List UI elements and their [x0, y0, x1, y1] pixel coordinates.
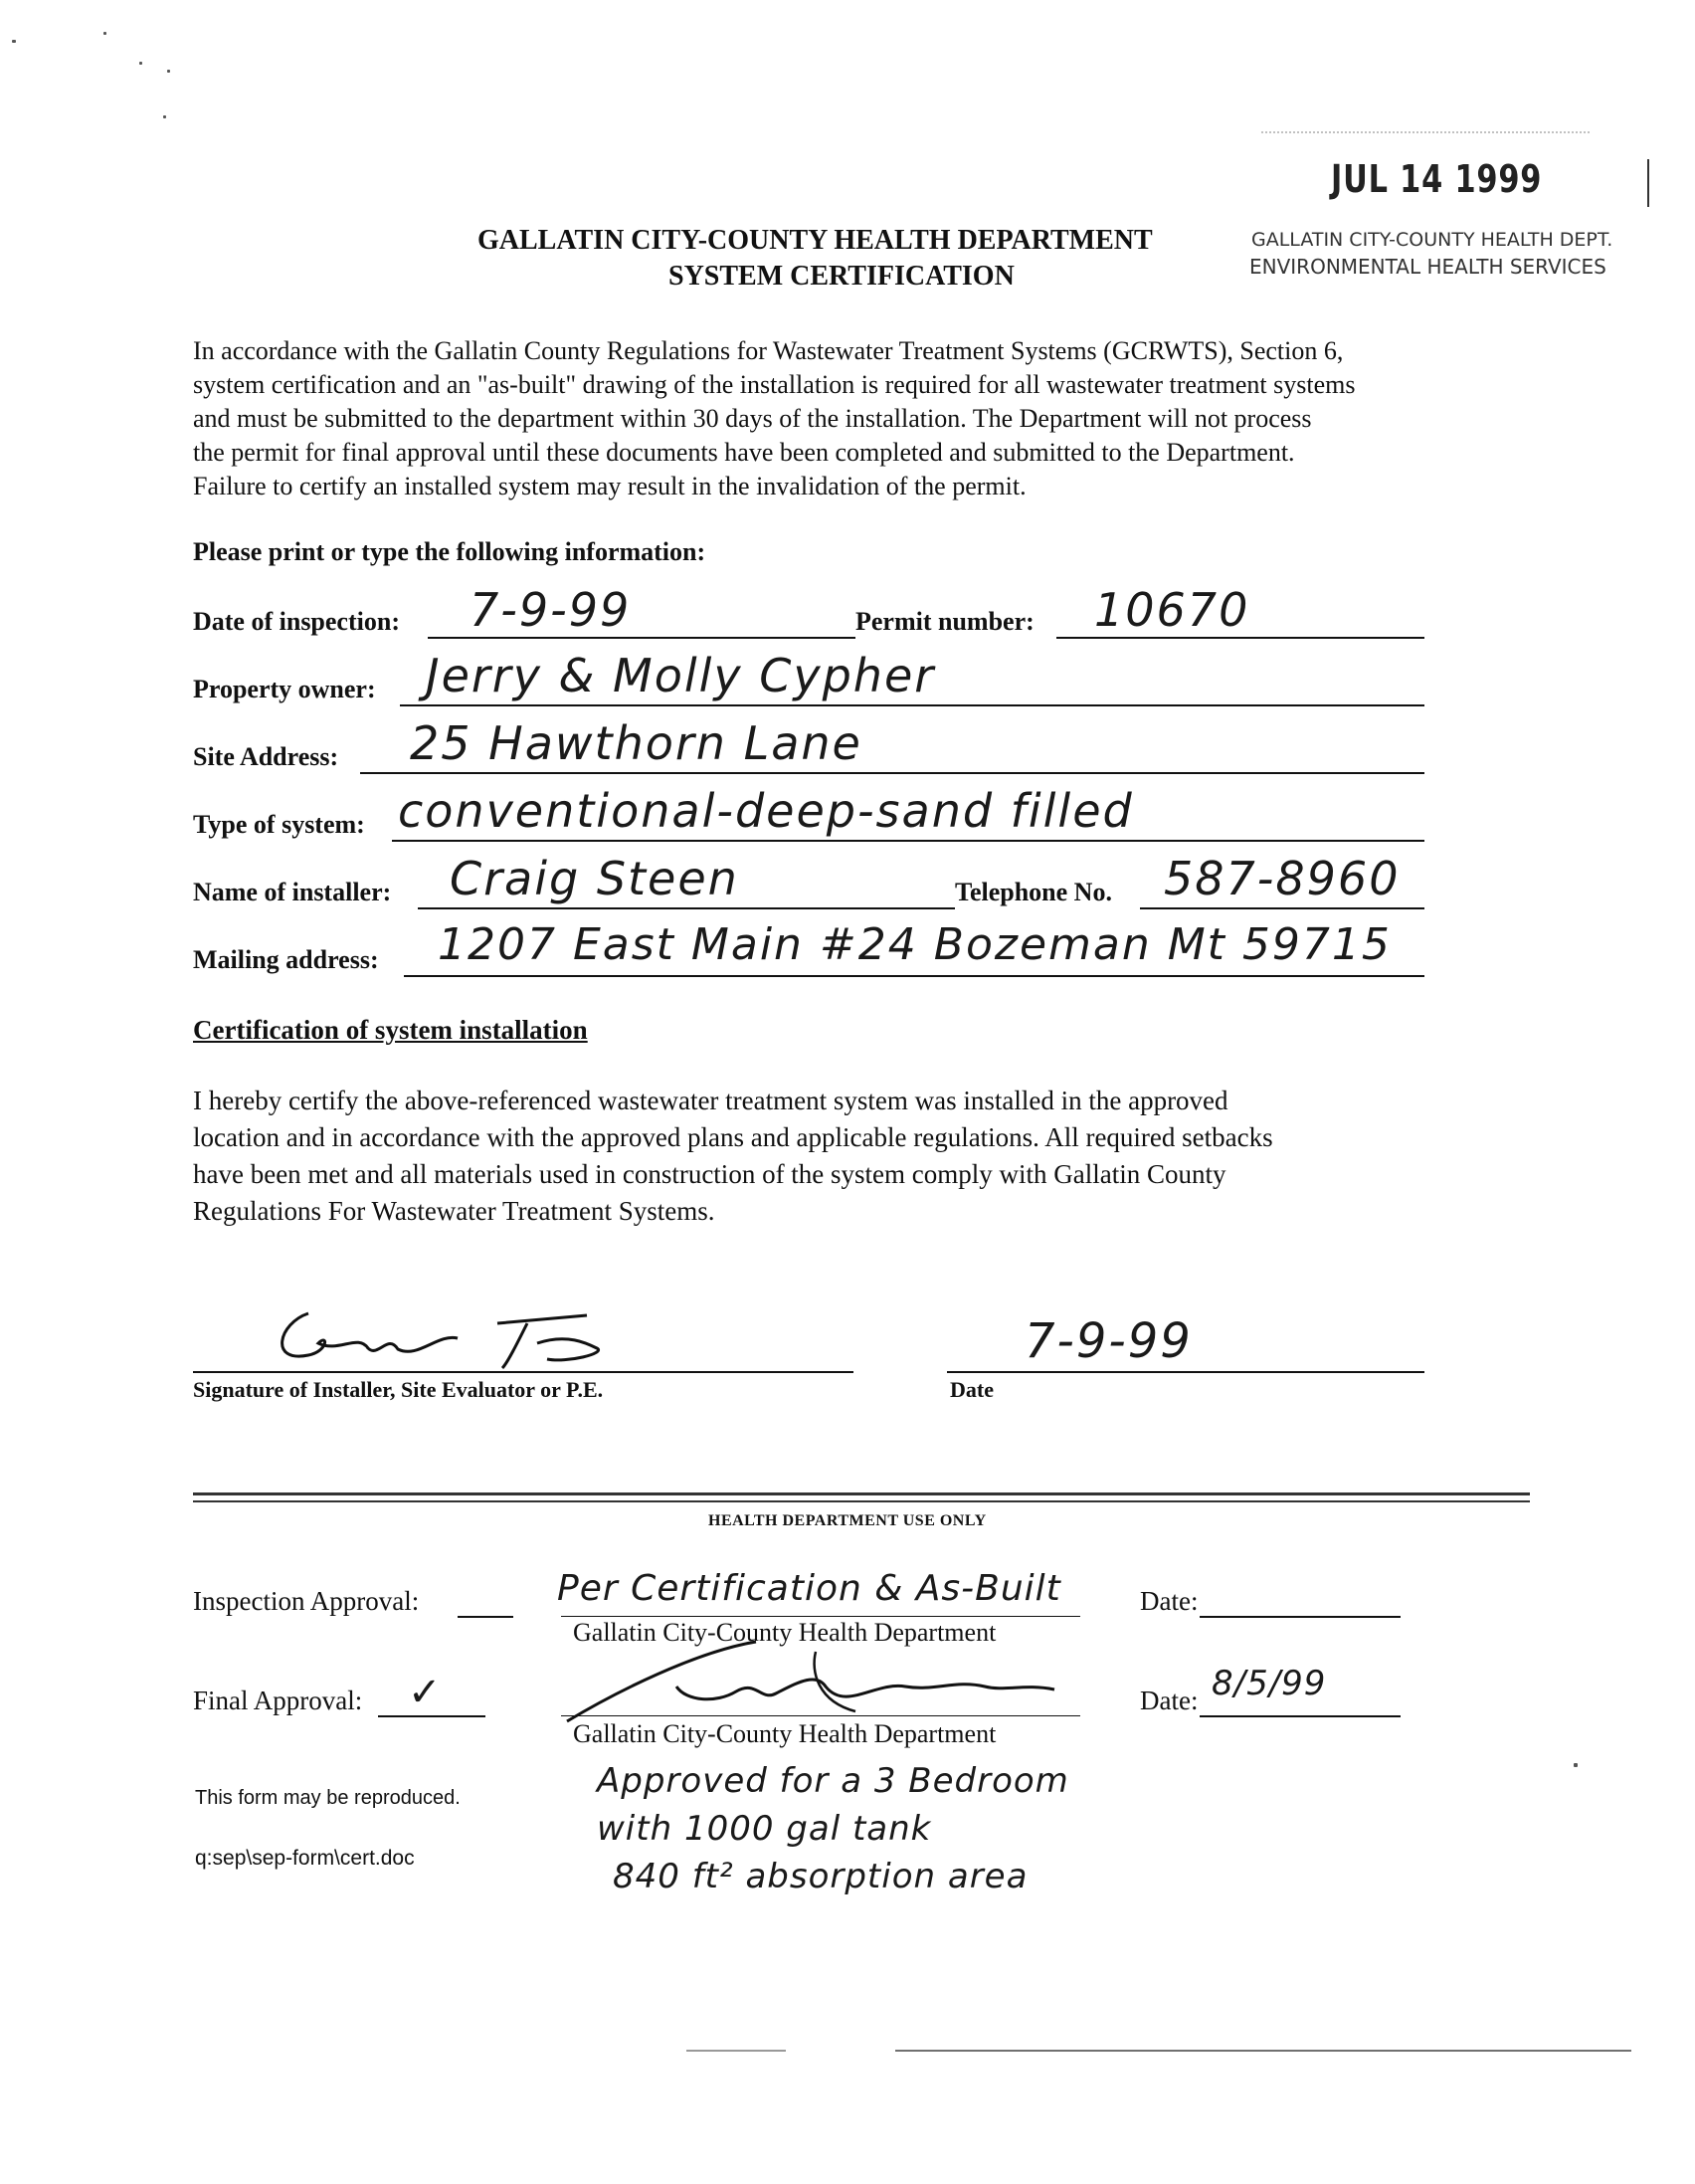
site-address-label: Site Address: [193, 742, 339, 771]
final-date-label: Date: [1140, 1686, 1199, 1715]
property-owner-line [400, 704, 1424, 706]
stamp-line-2: ENVIRONMENTAL HEALTH SERVICES [1249, 255, 1606, 279]
mailing-address-value[interactable]: 1207 East Main #24 Bozeman Mt 59715 [438, 919, 1392, 970]
final-date-line [1200, 1715, 1401, 1717]
installer-signature [269, 1293, 686, 1373]
certification-date-value[interactable]: 7-9-99 [1025, 1313, 1193, 1369]
certification-heading: Certification of system installation [193, 1015, 588, 1045]
certification-line: I hereby certify the above-referenced wastewater treatment system was installed in the approved [193, 1086, 1228, 1115]
inspection-approval-note[interactable]: Per Certification & As-Built [557, 1568, 1061, 1609]
type-of-system-line [392, 840, 1424, 842]
property-owner-label: Property owner: [193, 675, 376, 703]
inspection-dept-name: Gallatin City-County Health Department [573, 1618, 997, 1647]
intro-line: the permit for final approval until these documents have been completed and submitted to the Department. [193, 438, 1295, 467]
certification-date-label: Date [950, 1377, 994, 1402]
inspection-approval-label: Inspection Approval: [193, 1586, 420, 1616]
scan-speck [167, 70, 170, 73]
handwritten-note-line: Approved for a 3 Bedroom [597, 1761, 1069, 1801]
property-owner-value[interactable]: Jerry & Molly Cypher [426, 649, 936, 702]
installer-name-value[interactable]: Craig Steen [450, 852, 739, 905]
divider-bottom [193, 1500, 1530, 1502]
certification-line: location and in accordance with the approved plans and applicable regulations. All required setbacks [193, 1122, 1273, 1152]
date-of-inspection-value[interactable]: 7-9-99 [470, 583, 632, 637]
divider-top [193, 1492, 1530, 1495]
stamp-line-1: GALLATIN CITY-COUNTY HEALTH DEPT. [1251, 229, 1613, 251]
handwritten-note-line: 840 ft² absorption area [613, 1857, 1029, 1896]
telephone-label: Telephone No. [955, 878, 1112, 906]
file-path: q:sep\sep-form\cert.doc [195, 1847, 415, 1870]
reproduce-note: This form may be reproduced. [195, 1787, 461, 1809]
received-date-stamp: JUL 14 1999 [1331, 157, 1543, 201]
final-approval-checkmark[interactable]: ✓ [408, 1670, 444, 1715]
permit-number-value[interactable]: 10670 [1094, 583, 1250, 637]
final-signature-line [561, 1715, 1080, 1716]
final-dept-name: Gallatin City-County Health Department [573, 1719, 997, 1748]
health-dept-heading: HEALTH DEPARTMENT USE ONLY [708, 1512, 987, 1529]
type-of-system-label: Type of system: [193, 810, 365, 839]
certification-date-line [947, 1371, 1424, 1373]
intro-line: system certification and an "as-built" drawing of the installation is required for all wastewater treatment systems [193, 370, 1356, 399]
inspection-signature-line [561, 1616, 1080, 1617]
page-subtitle: SYSTEM CERTIFICATION [668, 261, 1015, 292]
scan-speck [12, 40, 16, 43]
scan-mark [686, 2050, 786, 2052]
stamp-residue [1261, 72, 1590, 133]
intro-line: Failure to certify an installed system may result in the invalidation of the permit. [193, 472, 1027, 500]
scan-speck [1574, 1763, 1578, 1767]
mailing-address-label: Mailing address: [193, 945, 379, 974]
intro-paragraph [193, 334, 1356, 503]
inspection-date-label: Date: [1140, 1586, 1199, 1616]
mailing-address-line [404, 975, 1424, 977]
final-approval-label: Final Approval: [193, 1686, 363, 1715]
page-title: GALLATIN CITY-COUNTY HEALTH DEPARTMENT [477, 225, 1153, 256]
scan-mark [895, 2050, 1631, 2052]
intro-line: In accordance with the Gallatin County Regulations for Wastewater Treatment Systems (GCRWTS), Section 6, [193, 336, 1344, 365]
handwritten-note-line: with 1000 gal tank [597, 1809, 932, 1849]
installer-name-line [418, 907, 955, 909]
type-of-system-value[interactable]: conventional-deep-sand filled [398, 784, 1134, 838]
certification-line: have been met and all materials used in construction of the system comply with Gallatin County [193, 1159, 1226, 1189]
scan-speck [163, 115, 166, 118]
date-of-inspection-line [428, 637, 855, 639]
telephone-value[interactable]: 587-8960 [1164, 852, 1401, 905]
handwritten-approval-notes [597, 1757, 1069, 1900]
installer-signature-line [193, 1371, 853, 1373]
date-of-inspection-label: Date of inspection: [193, 607, 400, 636]
scan-edge-mark [1647, 159, 1649, 207]
permit-number-label: Permit number: [855, 607, 1035, 636]
installer-name-label: Name of installer: [193, 878, 392, 906]
certification-paragraph [193, 1083, 1273, 1230]
telephone-line [1140, 907, 1424, 909]
installer-signature-label: Signature of Installer, Site Evaluator or P.E. [193, 1377, 604, 1402]
inspection-date-line [1200, 1616, 1401, 1618]
final-date-value[interactable]: 8/5/99 [1212, 1664, 1327, 1703]
inspection-approval-line [458, 1616, 513, 1618]
final-approval-signature [557, 1632, 1094, 1731]
intro-line: and must be submitted to the department within 30 days of the installation. The Department will not process [193, 404, 1312, 433]
certification-line: Regulations For Wastewater Treatment Systems. [193, 1196, 715, 1226]
permit-number-line [1056, 637, 1424, 639]
final-approval-line [378, 1715, 485, 1717]
instructions: Please print or type the following information: [193, 537, 706, 566]
site-address-line [360, 772, 1424, 774]
scan-speck [139, 62, 142, 65]
site-address-value[interactable]: 25 Hawthorn Lane [410, 716, 862, 770]
scan-speck [103, 32, 106, 35]
